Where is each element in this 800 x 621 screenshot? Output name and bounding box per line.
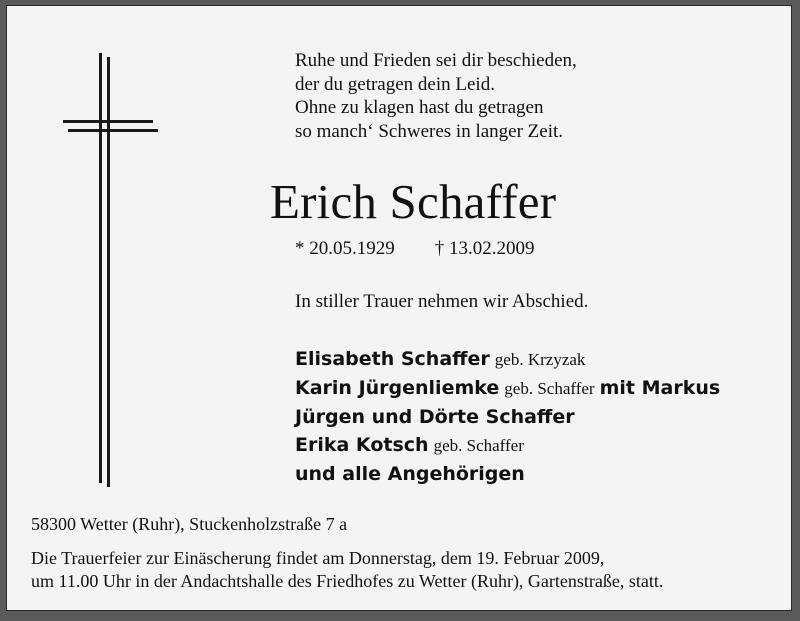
- mourner-name: Karin Jürgenliemke: [295, 377, 500, 399]
- birth-date: * 20.05.1929: [295, 238, 395, 259]
- mourners-list: [295, 345, 720, 488]
- mourner-row: [295, 431, 720, 460]
- mourner-note: geb. Schaffer: [433, 436, 524, 455]
- mourner-name: Jürgen und Dörte Schaffer: [295, 406, 575, 428]
- life-dates: [295, 237, 535, 261]
- service-announcement: [31, 547, 663, 593]
- memorial-poem: [295, 49, 577, 143]
- mourner-note: geb. Krzyzak: [494, 350, 586, 369]
- death-date: † 13.02.2009: [434, 238, 535, 259]
- poem-line: Ruhe und Frieden sei dir beschieden,: [295, 50, 577, 71]
- mourner-note: geb. Schaffer: [504, 379, 595, 398]
- mourner-row: [295, 345, 720, 374]
- mourner-name: Elisabeth Schaffer: [295, 348, 490, 370]
- poem-line: so manch‘ Schweres in langer Zeit.: [295, 120, 564, 142]
- mourner-row: [295, 374, 720, 403]
- service-line: um 11.00 Uhr in der Andachtshalle des Friedhofes zu Wetter (Ruhr), Gartenstraße, statt.: [31, 571, 664, 591]
- obituary-notice: [6, 5, 792, 611]
- cross-icon: [63, 53, 159, 489]
- poem-line: der du getragen dein Leid.: [295, 73, 495, 95]
- mourner-extra: mit Markus: [599, 377, 721, 399]
- mourner-row: [295, 460, 720, 488]
- mourner-name: Erika Kotsch: [295, 434, 429, 456]
- mourner-name: und alle Angehörigen: [295, 463, 525, 485]
- address: 58300 Wetter (Ruhr), Stuckenholzstraße 7 a: [31, 514, 348, 534]
- poem-line: Ohne zu klagen hast du getragen: [295, 97, 544, 118]
- mourner-row: [295, 403, 720, 431]
- service-line: Die Trauerfeier zur Einäscherung findet am Donnerstag, dem 19. Februar 2009,: [31, 548, 605, 568]
- deceased-name: Erich Schaffer: [270, 174, 557, 229]
- farewell-text: In stiller Trauer nehmen wir Abschied.: [295, 291, 589, 312]
